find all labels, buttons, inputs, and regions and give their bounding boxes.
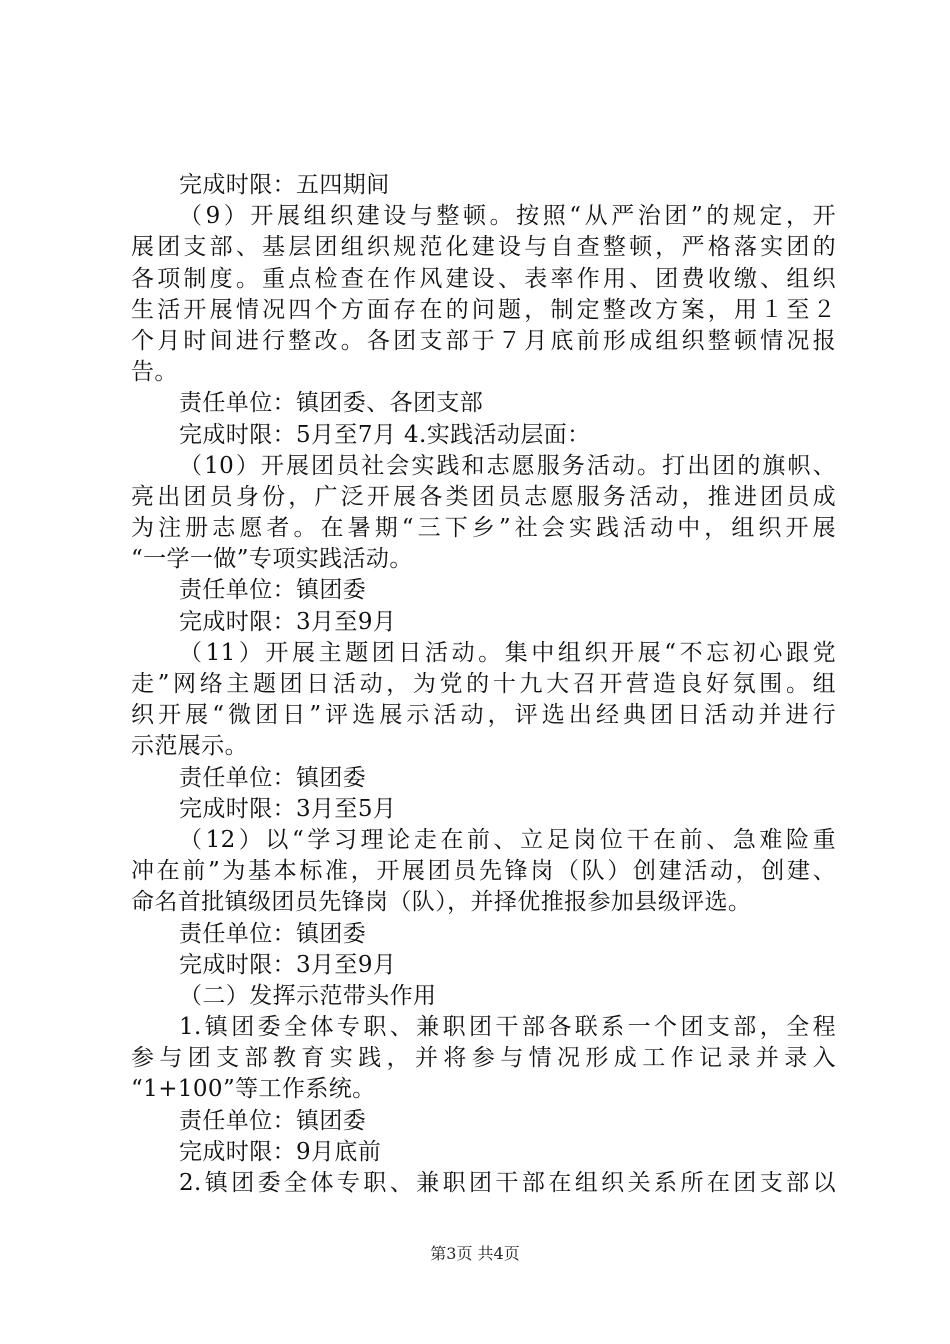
- text-line: 完成时限：3月至5月: [179, 795, 397, 822]
- text-line: 为注册志愿者。在暑期“三下乡”社会实践活动中，组织开展: [131, 515, 836, 542]
- text-line: 冲在前”为基本标准，开展团员先锋岗（队）创建活动，创建、: [131, 858, 836, 885]
- text-line: 完成时限：9月底前: [179, 1138, 382, 1165]
- text-line: 示范展示。: [131, 733, 248, 760]
- text-line: 1.镇团委全体专职、兼职团干部各联系一个团支部，全程: [179, 1014, 836, 1041]
- text-line: 完成时限：5月至7月 4.实践活动层面：: [179, 421, 591, 448]
- text-line: 完成时限：3月至9月: [179, 608, 397, 635]
- document-body: [131, 170, 836, 1199]
- text-line: 完成时限：3月至9月: [179, 951, 397, 978]
- text-line: 参与团支部教育实践，并将参与情况形成工作记录并录入: [131, 1045, 836, 1072]
- text-line: 织开展“微团日”评选展示活动，评选出经典团日活动并进行: [131, 702, 836, 729]
- text-line: 走”网络主题团日活动，为党的十九大召开营造良好氛围。组: [131, 671, 836, 697]
- text-line: 责任单位：镇团委: [179, 1107, 367, 1134]
- text-line: （9）开展组织建设与整顿。按照“从严治团”的规定，开: [179, 203, 836, 230]
- text-line: 责任单位：镇团委: [179, 764, 367, 791]
- text-line: “1+100”等工作系统。: [131, 1076, 376, 1103]
- text-line: 亮出团员身份，广泛开展各类团员志愿服务活动，推进团员成: [131, 483, 836, 510]
- text-line: 完成时限：五四期间: [179, 172, 390, 198]
- text-line: 责任单位：镇团委: [179, 920, 367, 947]
- text-line: “一学一做”专项实践活动。: [131, 546, 413, 573]
- text-line: （10）开展团员社会实践和志愿服务活动。打出团的旗帜、: [179, 452, 836, 479]
- text-line: 各项制度。重点检查在作风建设、表率作用、团费收缴、组织: [131, 265, 836, 292]
- text-line: （11）开展主题团日活动。集中组织开展“不忘初心跟党: [179, 639, 836, 666]
- text-line: 告。: [131, 359, 178, 386]
- text-line: 展团支部、基层团组织规范化建设与自查整顿，严格落实团的: [131, 234, 836, 261]
- section-heading: （二）发挥示范带头作用: [179, 982, 437, 1009]
- text-line: 责任单位：镇团委、各团支部: [179, 390, 484, 417]
- text-line: （12）以“学习理论走在前、立足岗位干在前、急难险重: [179, 826, 836, 853]
- text-line: 责任单位：镇团委: [179, 577, 367, 604]
- text-line: 个月时间进行整改。各团支部于７月底前形成组织整顿情况报: [131, 327, 836, 354]
- text-line: 命名首批镇级团员先锋岗（队），并择优推报参加县级评选。: [131, 889, 752, 916]
- page-number-footer: 第3页 共4页: [430, 1244, 520, 1263]
- text-line: 生活开展情况四个方面存在的问题，制定整改方案，用１至２: [131, 296, 836, 323]
- text-line: 2.镇团委全体专职、兼职团干部在组织关系所在团支部以: [179, 1170, 836, 1196]
